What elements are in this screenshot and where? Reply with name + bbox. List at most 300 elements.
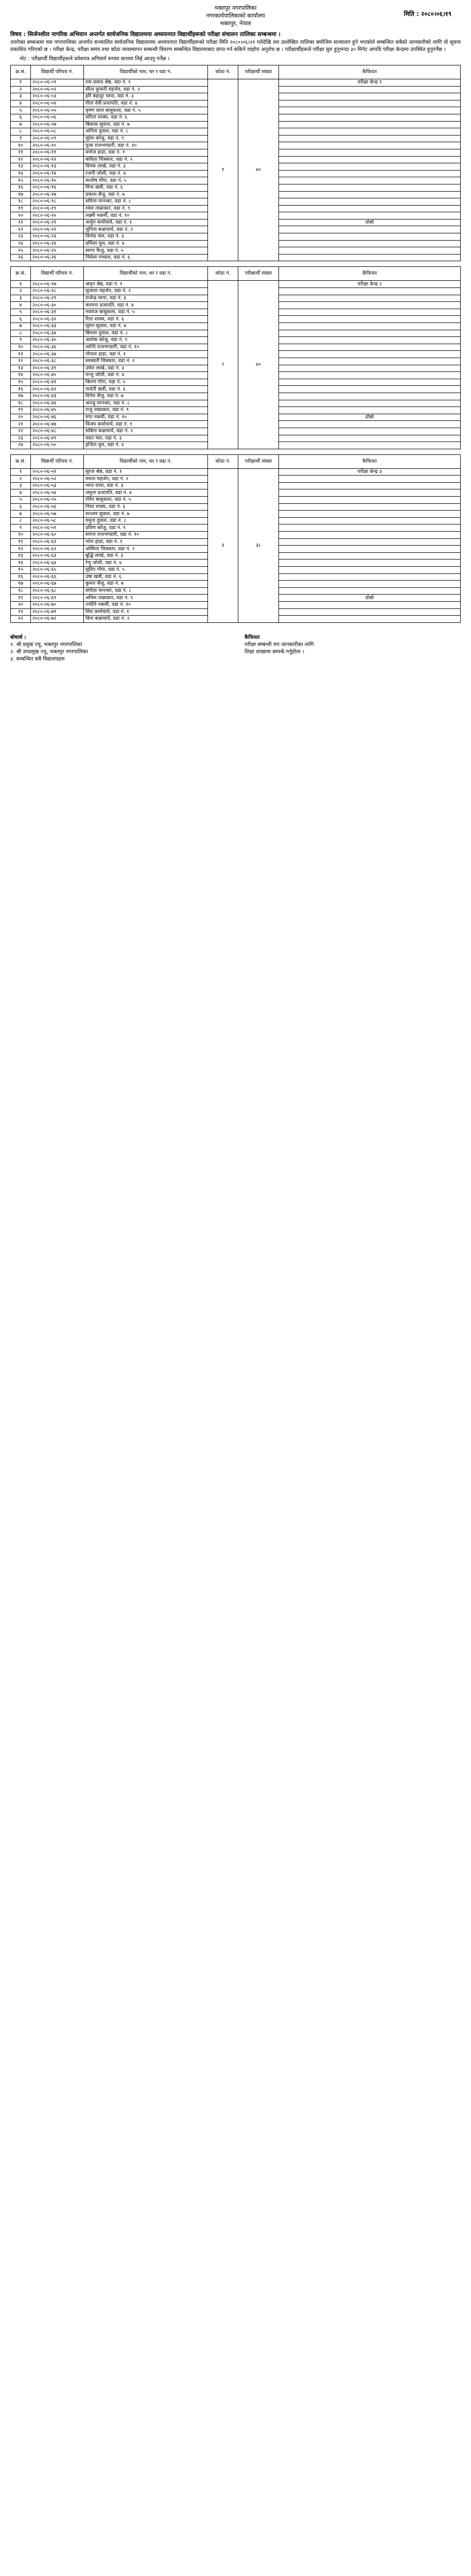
id-cell: २०८०-०६-२८: [31, 288, 84, 295]
column-header: परीक्षार्थी संख्या: [238, 454, 279, 468]
id-cell: २०८०-०६-४६: [31, 414, 84, 421]
name-cell: रविन बासुकला, वडा नं. ५: [84, 497, 208, 504]
id-cell: २०८०-०६-६२: [31, 546, 84, 553]
remark-cell: [279, 538, 461, 546]
remark-cell: [279, 254, 461, 261]
column-header: क्र.सं.: [11, 267, 31, 281]
column-header: विद्यार्थीको नाम, थर र वडा नं.: [84, 267, 208, 281]
id-cell: २०८०-०६-५२: [31, 476, 84, 483]
name-cell: सरिता शाक्य, वडा नं. ६: [84, 114, 208, 121]
id-cell: २०८०-०६-२०: [31, 212, 84, 219]
remark-cell: [279, 121, 461, 128]
serial-cell: १४: [11, 560, 31, 567]
serial-cell: २: [11, 288, 31, 295]
name-cell: बिमला दुवाल, वडा नं. ८: [84, 330, 208, 337]
name-cell: प्रकाश सैजु, वडा नं. ७: [84, 191, 208, 198]
remark-cell: [279, 93, 461, 100]
id-cell: २०८०-०६-४७: [31, 421, 84, 428]
table-row: [11, 79, 461, 87]
name-cell: गोपाल हाडा, वडा नं. १: [84, 351, 208, 358]
serial-cell: १५: [11, 567, 31, 574]
id-cell: २०८०-०६-५६: [31, 503, 84, 511]
name-cell: सरस्वती चित्रकार, वडा नं. २: [84, 358, 208, 365]
name-cell: कुमार सैजु, वडा नं. ७: [84, 581, 208, 588]
remark-cell: [279, 546, 461, 553]
serial-cell: १६: [11, 184, 31, 191]
name-cell: सबिता बज्राचार्य, वडा नं. २: [84, 428, 208, 435]
name-cell: मिना खत्री, वडा नं. ६: [84, 184, 208, 191]
id-cell: २०८०-०६-०६: [31, 114, 84, 121]
id-cell: २०८०-०६-५९: [31, 524, 84, 532]
serial-cell: १५: [11, 177, 31, 184]
id-cell: २०८०-०६-०१: [31, 79, 84, 87]
remark-cell: [279, 344, 461, 351]
letter-body: उपरोक्त सम्बन्धमा यस नगरपालिका अन्तर्गत सञ्चालित सार्वजनिक विद्यालयमा अध्ययनरत विद्यार्थीहरूको परीक्षा मिति २०८०।०६।२१ गतेदेखि तल उल्लेखित तालिका बमोजिम सञ्चालन हुने भएकोले सम्बन्धित सबैको जानकारीको लागि यो सूचना प्रकाशित गरिएको छ । परीक्षा केन्द्र, परीक्षा समय तथा कोठा व्यवस्थापन सम्बन्धी विवरण सम्बन्धित विद्यालयबाट प्राप्त गर्न सकिने व्यहोरा अनुरोध छ । परीक्षार्थीहरूले परीक्षा सुरु हुनुभन्दा ३० मिनेट अगाडि परीक्षा केन्द्रमा उपस्थित हुनुपर्नेछ ।: [10, 40, 461, 53]
name-cell: दिनेश सैजु, वडा नं. ७: [84, 393, 208, 400]
id-cell: २०८०-०६-६४: [31, 560, 84, 567]
name-cell: कविता चित्रकार, वडा नं. २: [84, 156, 208, 163]
serial-cell: २३: [11, 233, 31, 241]
name-cell: भरत थापा, वडा नं. ३: [84, 482, 208, 489]
name-cell: उमेश लाखे, वडा नं. ३: [84, 365, 208, 372]
serial-cell: २०: [11, 601, 31, 608]
remark-cell: [279, 107, 461, 114]
serial-cell: ८: [11, 128, 31, 135]
name-cell: मनोज हाडा, वडा नं. १: [84, 149, 208, 156]
serial-cell: १: [11, 281, 31, 288]
id-cell: २०८०-०६-५४: [31, 489, 84, 497]
name-cell: कल्पना प्रजापति, वडा नं. ४: [84, 302, 208, 309]
name-cell: रजनी जोशी, वडा नं. ४: [84, 170, 208, 177]
remark-cell: [279, 497, 461, 504]
name-cell: ममता महर्जन, वडा नं. २: [84, 476, 208, 483]
remark-cell: दोस्रो: [279, 414, 461, 421]
remark-cell: [279, 205, 461, 212]
name-cell: ज्योति नकर्मी, वडा नं. १०: [84, 601, 208, 608]
cc-line: १. श्री प्रमुख ज्यू, भक्तपुर नगरपालिका: [10, 641, 82, 648]
remark-cell: [279, 372, 461, 379]
id-cell: २०८०-०६-०८: [31, 128, 84, 135]
serial-cell: ६: [11, 503, 31, 511]
remark-cell: [279, 386, 461, 393]
name-cell: सागर फैजु, वडा नं. ५: [84, 247, 208, 255]
name-cell: सुदिप गोंगा, वडा नं. ५: [84, 567, 208, 574]
name-cell: अर्जुन कर्माचार्य, वडा नं. १: [84, 219, 208, 226]
serial-cell: २०: [11, 212, 31, 219]
serial-cell: ४: [11, 489, 31, 497]
serial-cell: ७: [11, 121, 31, 128]
remark-cell: [279, 191, 461, 198]
remark-cell: [279, 163, 461, 171]
serial-cell: ७: [11, 323, 31, 330]
id-cell: २०८०-०६-१८: [31, 198, 84, 206]
remark-cell: [279, 337, 461, 344]
serial-cell: १७: [11, 191, 31, 198]
column-header: कैफियत: [279, 454, 461, 468]
remark-cell: [279, 476, 461, 483]
remark-cell: [279, 379, 461, 386]
id-cell: २०८०-०६-११: [31, 149, 84, 156]
serial-cell: १५: [11, 379, 31, 386]
remark-cell: [279, 560, 461, 567]
table-spacer: [0, 623, 471, 628]
name-cell: विना बज्राचार्य, वडा नं. २: [84, 616, 208, 623]
id-cell: २०८०-०६-२२: [31, 226, 84, 233]
id-cell: २०८०-०६-१५: [31, 177, 84, 184]
serial-cell: २२: [11, 226, 31, 233]
name-cell: निशा शाक्य, वडा नं. ६: [84, 503, 208, 511]
remark-cell: [279, 142, 461, 149]
remark-cell: [279, 573, 461, 581]
column-header: विद्यार्थी परिचय नं.: [31, 267, 84, 281]
table-row: [11, 281, 461, 288]
serial-cell: १४: [11, 170, 31, 177]
name-cell: हरि बहादुर थापा, वडा नं. ३: [84, 93, 208, 100]
id-cell: २०८०-०६-६०: [31, 532, 84, 539]
cc-title: बोधार्थ :: [10, 634, 26, 640]
serial-cell: २२: [11, 616, 31, 623]
remark-cell: [279, 170, 461, 177]
id-cell: २०८०-०६-४८: [31, 428, 84, 435]
name-cell: अनिता दुवाल, वडा नं. ८: [84, 128, 208, 135]
serial-cell: ४: [11, 302, 31, 309]
schedule-table: [10, 266, 461, 449]
serial-cell: १७: [11, 393, 31, 400]
serial-cell: ११: [11, 351, 31, 358]
remark-cell: [279, 552, 461, 560]
id-cell: २०८०-०६-५१: [31, 468, 84, 476]
name-cell: लक्ष्मी नकर्मी, वडा नं. १०: [84, 212, 208, 219]
name-cell: रिता शाक्य, वडा नं. ६: [84, 316, 208, 323]
name-cell: मन्जु जोशी, वडा नं. ४: [84, 372, 208, 379]
name-cell: विनोद भेल, वडा नं. ३: [84, 233, 208, 241]
id-cell: २०८०-०६-३१: [31, 309, 84, 316]
name-cell: उषा खत्री, वडा नं. ६: [84, 573, 208, 581]
letter-note: नोट : परीक्षार्थी विद्यार्थीहरूले प्रवेशपत्र अनिवार्य रूपमा साथमा लिई आउनु पर्नेछ ।: [20, 56, 170, 62]
serial-cell: ६: [11, 316, 31, 323]
id-cell: २०८०-०६-३०: [31, 302, 84, 309]
name-cell: प्रमिला मुल, वडा नं. ४: [84, 240, 208, 247]
table-spacer: [0, 261, 471, 266]
letter-footer: [10, 634, 461, 663]
remark-cell: [279, 489, 461, 497]
room-number-cell: १: [208, 79, 238, 261]
id-cell: २०८०-०६-२६: [31, 254, 84, 261]
remark-cell: [279, 309, 461, 316]
name-cell: पार्वती खत्री, वडा नं. ६: [84, 386, 208, 393]
id-cell: २०८०-०६-३९: [31, 365, 84, 372]
remark-cell: [279, 351, 461, 358]
id-cell: २०८०-०६-६६: [31, 573, 84, 581]
serial-cell: २: [11, 86, 31, 93]
remark-cell: [279, 567, 461, 574]
serial-cell: ११: [11, 149, 31, 156]
serial-cell: २५: [11, 247, 31, 255]
id-cell: २०८०-०६-४०: [31, 372, 84, 379]
remark-cell: [279, 184, 461, 191]
id-cell: २०८०-०६-३४: [31, 330, 84, 337]
name-cell: सञ्जय सुवाल, वडा नं. ७: [84, 511, 208, 518]
table-row: [11, 468, 461, 476]
table-header-row: [11, 454, 461, 468]
column-header: क्र.सं.: [11, 454, 31, 468]
remark-cell: [279, 442, 461, 449]
name-cell: किरण गोंगा, वडा नं. ५: [84, 379, 208, 386]
serial-cell: २६: [11, 254, 31, 261]
room-number-cell: ३: [208, 468, 238, 622]
column-header: क्र.सं.: [11, 65, 31, 79]
remark-title: कैफियत: [245, 634, 260, 640]
id-cell: २०८०-०६-६५: [31, 567, 84, 574]
remark-cell: [279, 365, 461, 372]
serial-cell: १९: [11, 595, 31, 602]
column-header: परीक्षार्थी संख्या: [238, 267, 279, 281]
id-cell: २०८०-०६-५५: [31, 497, 84, 504]
remark-cell: [279, 421, 461, 428]
column-header: विद्यार्थीको नाम, थर र वडा नं.: [84, 65, 208, 79]
name-cell: अनिल ताम्राकार, वडा नं. ९: [84, 595, 208, 602]
serial-cell: १७: [11, 581, 31, 588]
name-cell: अशोक कोजु, वडा नं. ९: [84, 337, 208, 344]
name-cell: अस्मिता चित्रकार, वडा नं. २: [84, 546, 208, 553]
id-cell: २०८०-०६-३३: [31, 323, 84, 330]
id-cell: २०८०-०६-५०: [31, 442, 84, 449]
name-cell: इन्दिरा मुल, वडा नं. ४: [84, 442, 208, 449]
serial-cell: ५: [11, 309, 31, 316]
remark-cell: [279, 135, 461, 142]
name-cell: अमृत श्रेष्ठ, वडा नं. १: [84, 281, 208, 288]
remark-cell: परीक्षा केन्द्र १: [279, 79, 461, 87]
name-cell: सीता कुमारी महर्जन, वडा नं. २: [84, 86, 208, 93]
name-cell: रेणु जोशी, वडा नं. ४: [84, 560, 208, 567]
id-cell: २०८०-०६-५७: [31, 511, 84, 518]
serial-cell: १२: [11, 156, 31, 163]
id-cell: २०८०-०६-५३: [31, 482, 84, 489]
remark-cell: [279, 511, 461, 518]
id-cell: २०८०-०६-०२: [31, 86, 84, 93]
name-cell: जमुना प्रजापति, वडा नं. ४: [84, 489, 208, 497]
serial-cell: ७: [11, 511, 31, 518]
name-cell: बुद्धि लाखे, वडा नं. ३: [84, 552, 208, 560]
name-cell: सुजाता महर्जन, वडा नं. २: [84, 288, 208, 295]
id-cell: २०८०-०६-५८: [31, 517, 84, 524]
letterhead: [0, 0, 471, 27]
serial-cell: ५: [11, 107, 31, 114]
name-cell: बिकास सुवाल, वडा नं. ७: [84, 121, 208, 128]
cc-block: [10, 634, 226, 663]
remark-cell: [279, 226, 461, 233]
serial-cell: ८: [11, 517, 31, 524]
remark-cell: [279, 212, 461, 219]
name-cell: राम प्रसाद श्रेष्ठ, वडा नं. १: [84, 79, 208, 87]
serial-cell: १६: [11, 386, 31, 393]
schedule-table: [10, 454, 461, 623]
total-count-cell: ४०: [238, 79, 279, 261]
name-cell: यमुना दुवाल, वडा नं. ८: [84, 517, 208, 524]
serial-cell: १०: [11, 344, 31, 351]
serial-cell: १३: [11, 163, 31, 171]
remark-cell: [279, 149, 461, 156]
id-cell: २०८०-०६-०७: [31, 121, 84, 128]
remark-line: शिक्षा शाखामा सम्पर्क गर्नुहोला ।: [245, 649, 305, 655]
office-name: नगरकार्यपालिकाको कार्यालय: [206, 12, 265, 19]
serial-cell: १: [11, 468, 31, 476]
serial-cell: ४: [11, 100, 31, 107]
name-cell: कृष्ण लाल बासुकला, वडा नं. ५: [84, 107, 208, 114]
id-cell: २०८०-०६-४१: [31, 379, 84, 386]
serial-cell: ५: [11, 497, 31, 504]
name-cell: संगीता मानन्धर, वडा नं. ८: [84, 587, 208, 595]
id-cell: २०८०-०६-४९: [31, 435, 84, 442]
remark-cell: [279, 581, 461, 588]
remark-cell: [279, 503, 461, 511]
serial-cell: १८: [11, 587, 31, 595]
letter-date: मिति : २०८०।०६।१९: [404, 10, 451, 18]
id-cell: २०८०-०६-२४: [31, 240, 84, 247]
id-cell: २०८०-०६-४२: [31, 386, 84, 393]
cc-line: २. श्री उपप्रमुख ज्यू, भक्तपुर नगरपालिका: [10, 649, 88, 655]
name-cell: नवराज बासुकला, वडा नं. ५: [84, 309, 208, 316]
id-cell: २०८०-०६-२७: [31, 281, 84, 288]
serial-cell: १०: [11, 142, 31, 149]
remark-cell: [279, 177, 461, 184]
id-cell: २०८०-०६-३५: [31, 337, 84, 344]
serial-cell: ३: [11, 93, 31, 100]
serial-cell: ३: [11, 482, 31, 489]
serial-cell: १४: [11, 372, 31, 379]
column-header: कोठा नं.: [208, 267, 238, 281]
name-cell: राजु ताम्राकार, वडा नं. ९: [84, 407, 208, 414]
table-spacer: [0, 449, 471, 454]
remark-cell: [279, 240, 461, 247]
remark-cell: [279, 316, 461, 323]
serial-cell: १२: [11, 546, 31, 553]
name-cell: रुपा नकर्मी, वडा नं. १०: [84, 414, 208, 421]
name-cell: दिपक लाखे, वडा नं. ३: [84, 163, 208, 171]
column-header: परीक्षार्थी संख्या: [238, 65, 279, 79]
serial-cell: २: [11, 476, 31, 483]
id-cell: २०८०-०६-४४: [31, 400, 84, 407]
remark-cell: [279, 288, 461, 295]
serial-cell: १३: [11, 365, 31, 372]
serial-cell: ११: [11, 538, 31, 546]
org-name: भक्तपुर नगरपालिका: [214, 5, 257, 11]
remark-cell: [279, 407, 461, 414]
id-cell: २०८०-०६-७२: [31, 616, 84, 623]
remark-cell: [279, 393, 461, 400]
id-cell: २०८०-०६-१४: [31, 170, 84, 177]
serial-cell: १३: [11, 552, 31, 560]
name-cell: अञ्जु मानन्धर, वडा नं. ८: [84, 400, 208, 407]
name-cell: पूजा राजभण्डारी, वडा नं. १०: [84, 142, 208, 149]
name-cell: शिव कर्माचार्य, वडा नं. १: [84, 608, 208, 616]
serial-cell: २४: [11, 442, 31, 449]
serial-cell: ९: [11, 524, 31, 532]
remark-cell: [279, 128, 461, 135]
column-header: विद्यार्थी परिचय नं.: [31, 454, 84, 468]
remark-cell: [279, 428, 461, 435]
remark-cell: [279, 482, 461, 489]
remark-cell: [279, 358, 461, 365]
name-cell: विजय कर्माचार्य, वडा नं. १: [84, 421, 208, 428]
serial-cell: ६: [11, 114, 31, 121]
remark-cell: [279, 156, 461, 163]
name-cell: सुमन सुवाल, वडा नं. ७: [84, 323, 208, 330]
serial-cell: १९: [11, 205, 31, 212]
id-cell: २०८०-०६-२९: [31, 295, 84, 302]
id-cell: २०८०-०६-१२: [31, 156, 84, 163]
remark-cell: [279, 616, 461, 623]
remark-cell: [279, 114, 461, 121]
column-header: कोठा नं.: [208, 454, 238, 468]
serial-cell: २१: [11, 219, 31, 226]
serial-cell: १८: [11, 198, 31, 206]
id-cell: २०८०-०६-४३: [31, 393, 84, 400]
serial-cell: १६: [11, 573, 31, 581]
column-header: विद्यार्थी परिचय नं.: [31, 65, 84, 79]
remark-cell: [279, 323, 461, 330]
remark-cell: दोस्रो: [279, 595, 461, 602]
id-cell: २०८०-०६-१७: [31, 191, 84, 198]
room-number-cell: २: [208, 281, 238, 449]
remark-cell: [279, 400, 461, 407]
remark-cell: परीक्षा केन्द्र २: [279, 281, 461, 288]
name-cell: प्रविण कोजु, वडा नं. ९: [84, 524, 208, 532]
id-cell: २०८०-०६-६८: [31, 587, 84, 595]
id-cell: २०८०-०६-६९: [31, 595, 84, 602]
serial-cell: २०: [11, 414, 31, 421]
id-cell: २०८०-०६-१३: [31, 163, 84, 171]
remark-cell: [279, 198, 461, 206]
remark-cell: [279, 233, 461, 241]
id-cell: २०८०-०६-३२: [31, 316, 84, 323]
id-cell: २०८०-०६-४५: [31, 407, 84, 414]
remark-line: परीक्षा सम्बन्धी थप जानकारीका लागि: [245, 641, 314, 648]
column-header: विद्यार्थीको नाम, थर र वडा नं.: [84, 454, 208, 468]
serial-cell: ८: [11, 330, 31, 337]
serial-cell: १०: [11, 532, 31, 539]
id-cell: २०८०-०६-७१: [31, 608, 84, 616]
total-count-cell: ४०: [238, 281, 279, 449]
total-count-cell: ३८: [238, 468, 279, 622]
id-cell: २०८०-०६-०९: [31, 135, 84, 142]
name-cell: नरेश हाडा, वडा नं. १: [84, 538, 208, 546]
remark-cell: [279, 302, 461, 309]
column-header: कैफियत: [279, 267, 461, 281]
serial-cell: २१: [11, 421, 31, 428]
remark-cell: [279, 247, 461, 255]
remark-cell: [279, 86, 461, 93]
name-cell: निर्मला गथ्वाल, वडा नं. ६: [84, 254, 208, 261]
id-cell: २०८०-०६-३८: [31, 358, 84, 365]
serial-cell: २१: [11, 608, 31, 616]
name-cell: सुरज श्रेष्ठ, वडा नं. १: [84, 468, 208, 476]
serial-cell: ९: [11, 337, 31, 344]
serial-cell: १९: [11, 407, 31, 414]
column-header: कोठा नं.: [208, 65, 238, 79]
schedule-table: [10, 65, 461, 261]
id-cell: २०८०-०६-३७: [31, 351, 84, 358]
remark-cell: दोस्रो: [279, 219, 461, 226]
id-cell: २०८०-०६-६७: [31, 581, 84, 588]
table-header-row: [11, 267, 461, 281]
remark-cell: [279, 435, 461, 442]
id-cell: २०८०-०६-२१: [31, 219, 84, 226]
remark-cell: [279, 517, 461, 524]
id-cell: २०८०-०६-६३: [31, 552, 84, 560]
name-cell: सविना मानन्धर, वडा नं. ८: [84, 198, 208, 206]
table-header-row: [11, 65, 461, 79]
